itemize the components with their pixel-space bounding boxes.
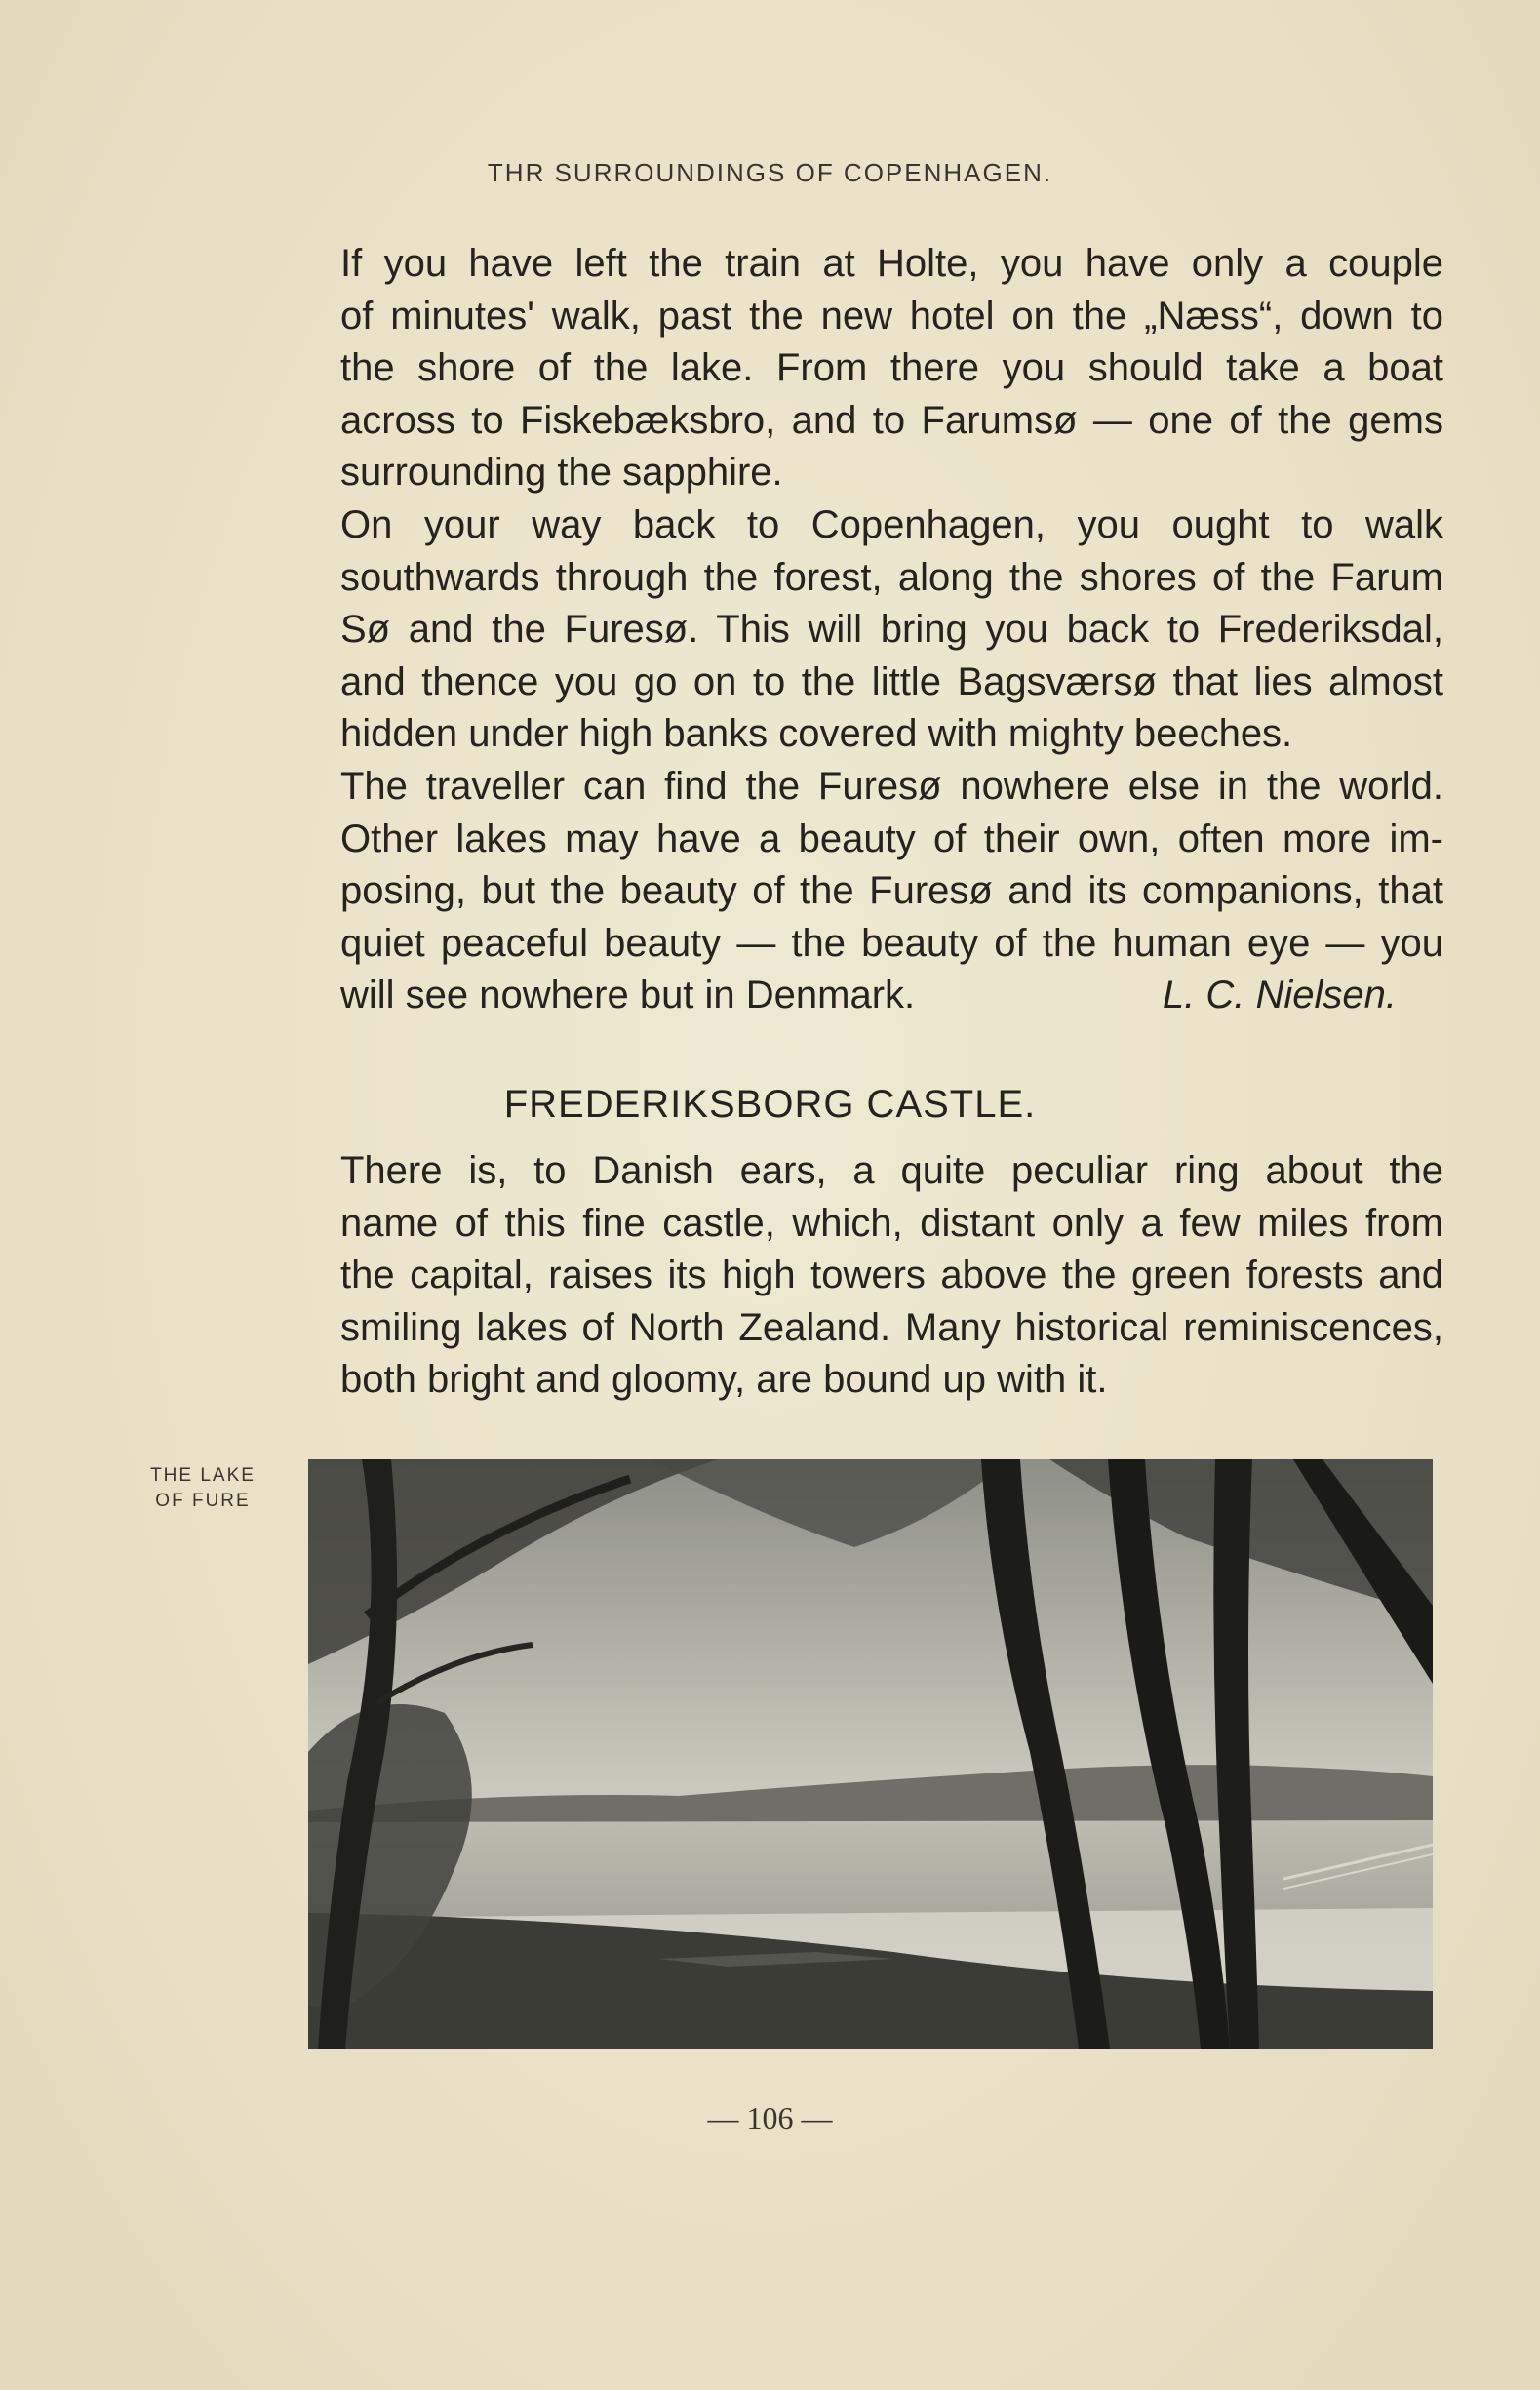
text-line: southwards through the forest, along the shores of the Farum	[340, 555, 1443, 599]
text-line: name of this fine castle, which, distant only a few miles from	[340, 1201, 1443, 1245]
plate-caption	[125, 1463, 281, 1514]
text-line: On your way back to Copenhagen, you ought to walk	[340, 502, 1443, 546]
page-number: — 106 —	[707, 2100, 833, 2135]
text-line: smiling lakes of North Zealand. Many historical reminiscences,	[340, 1305, 1443, 1349]
article-lake-fure	[296, 238, 1443, 1022]
text-line: of minutes' walk, past the new hotel on the „Næss“, down to	[340, 294, 1443, 338]
text-line: and thence you go on to the little Bagsværsø that lies almost	[340, 659, 1443, 703]
text-line-with-signature	[296, 970, 1443, 1022]
text-line: surrounding the sapphire.	[340, 451, 783, 495]
text-line: will see nowhere but in Denmark.	[340, 974, 916, 1017]
text-line: the capital, raises its high towers above the green forests and	[340, 1254, 1443, 1297]
text-line: There is, to Danish ears, a quite peculiar ring about the	[340, 1149, 1443, 1192]
text-line: Sø and the Furesø. This will bring you back to Frederiksdal,	[340, 608, 1443, 652]
caption-line: THE LAKE	[150, 1465, 256, 1486]
paragraph-4	[296, 1145, 1443, 1407]
text-line: The traveller can find the Furesø nowhere else in the world.	[340, 764, 1443, 808]
text-line: hidden under high banks covered with mighty beeches.	[340, 712, 1293, 756]
paragraph-2	[296, 499, 1443, 761]
paragraph-1	[296, 238, 1443, 499]
lake-photograph	[308, 1459, 1433, 2049]
caption-line: OF FURE	[155, 1491, 251, 1511]
text-line: If you have left the train at Holte, you have only a couple	[340, 242, 1443, 285]
lake-landscape-image	[308, 1459, 1433, 2049]
paragraph-3	[296, 761, 1443, 1022]
section-title: FREDERIKSBORG CASTLE.	[503, 1083, 1037, 1126]
running-head: THR SURROUNDINGS OF COPENHAGEN.	[487, 158, 1053, 187]
text-line: Other lakes may have a beauty of their own, often more im-	[340, 817, 1443, 860]
text-line: posing, but the beauty of the Furesø and its companions, that	[340, 869, 1443, 913]
text-line: across to Fiskebæksbro, and to Farumsø — one of the gems	[340, 398, 1443, 442]
article-frederiksborg	[296, 1145, 1443, 1407]
text-line: the shore of the lake. From there you should take a boat	[340, 346, 1443, 390]
author-signature: L. C. Nielsen.	[1162, 974, 1397, 1017]
text-line: both bright and gloomy, are bound up with it.	[340, 1358, 1108, 1402]
text-line: quiet peaceful beauty — the beauty of the human eye — you	[340, 921, 1443, 965]
